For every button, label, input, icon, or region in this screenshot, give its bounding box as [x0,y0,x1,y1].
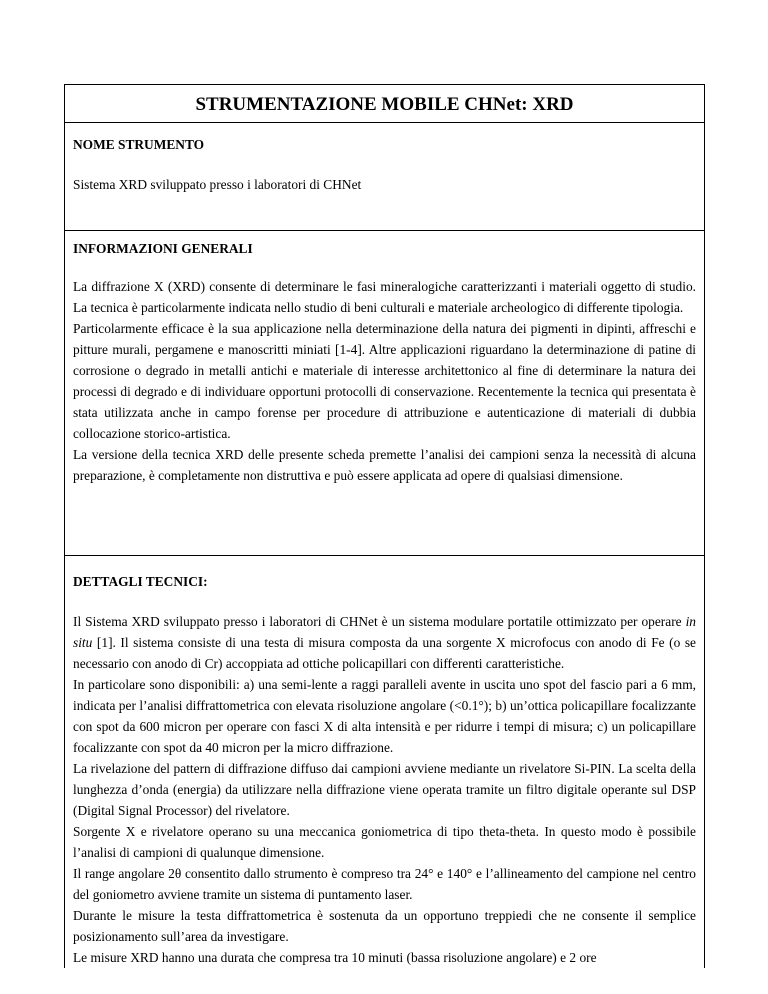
info-paragraph: La diffrazione X (XRD) consente di determinare le fasi mineralogiche caratterizzanti i materiali oggetto di studio. La tecnica è particolarmente indicata nello studio di beni culturali e materiale archeologico di differente tipologia. [73,279,696,315]
data-sheet-table [64,84,705,968]
section-informazioni-generali [65,231,704,556]
dettagli-paragraph: In particolare sono disponibili: a) una semi-lente a raggi paralleli avente in uscita uno spot del fascio pari a 6 mm, indicata per l’analisi diffrattometrica con elevata risoluzione angolare (<0.1°); b) un’ottica policapillare focalizzante con spot da 600 micron per operare con fasci X di alta intensità e per ridurre i tempi di misura; c) un policapillare focalizzante con spot da 40 micron per la micro diffrazione. [73,677,696,755]
info-paragraph: La versione della tecnica XRD delle presente scheda premette l’analisi dei campioni senza la necessità di alcuna preparazione, è completamente non distruttiva e può essere applicata ad opere di qualsiasi dimensione. [73,447,696,483]
dettagli-paragraph: Durante le misure la testa diffrattometrica è sostenuta da un opportuno treppiedi che ne consente il semplice posizionamento sull’area da investigare. [73,908,696,944]
dettagli-paragraph: Il range angolare 2θ consentito dallo strumento è compreso tra 24° e 140° e l’allineamento del campione nel centro del goniometro avviene tramite un sistema di puntamento laser. [73,866,696,902]
dettagli-paragraph: La rivelazione del pattern di diffrazione diffuso dai campioni avviene mediante un rivelatore Si-PIN. La scelta della lunghezza d’onda (energia) da utilizzare nella diffrazione viene operata tramite un filtro digitale operante sul DSP (Digital Signal Processor) del rivelatore. [73,761,696,818]
section-dettagli-tecnici [65,556,704,968]
info-heading: INFORMAZIONI GENERALI [73,241,253,256]
dettagli-paragraph: Le misure XRD hanno una durata che compresa tra 10 minuti (bassa risoluzione angolare) e 2 ore [73,950,597,965]
info-paragraph: Particolarmente efficace è la sua applicazione nella determinazione della natura dei pigmenti in dipinti, affreschi e pitture murali, pergamene e manoscritti miniati [1-4]. Altre applicazioni riguardano la determinazione di patine di corrosione o degrado in metalli antichi e materiale di interesse architettonico al fine di determinare la natura dei processi di degrado e di individuare opportuni protocolli di conservazione. Recentemente la tecnica qui presentata è stata utilizzata anche in campo forense per procedure di attribuzione e autenticazione di materiali di dubbia collocazione storico-artistica. [73,321,696,441]
dettagli-paragraph: Il Sistema XRD sviluppato presso i laboratori di CHNet è un sistema modulare portatile ottimizzato per operare in situ [1]. Il sistema consiste di una testa di misura composta da una sorgente X microfocus con anodo di Fe (o se necessario con anodo di Cr) accoppiata ad ottiche policapillari con differenti caratteristiche. [73,614,696,671]
in-situ-emphasis: in situ [73,614,696,650]
nome-heading: NOME STRUMENTO [73,137,205,152]
nome-text: Sistema XRD sviluppato presso i laboratori di CHNet [73,177,362,192]
section-nome-strumento [65,123,704,231]
dettagli-paragraph: Sorgente X e rivelatore operano su una meccanica goniometrica di tipo theta-theta. In questo modo è possibile l’analisi di campioni di qualunque dimensione. [73,824,696,860]
page-title: STRUMENTAZIONE MOBILE CHNet: XRD [65,85,704,123]
dettagli-heading: DETTAGLI TECNICI: [73,574,208,589]
